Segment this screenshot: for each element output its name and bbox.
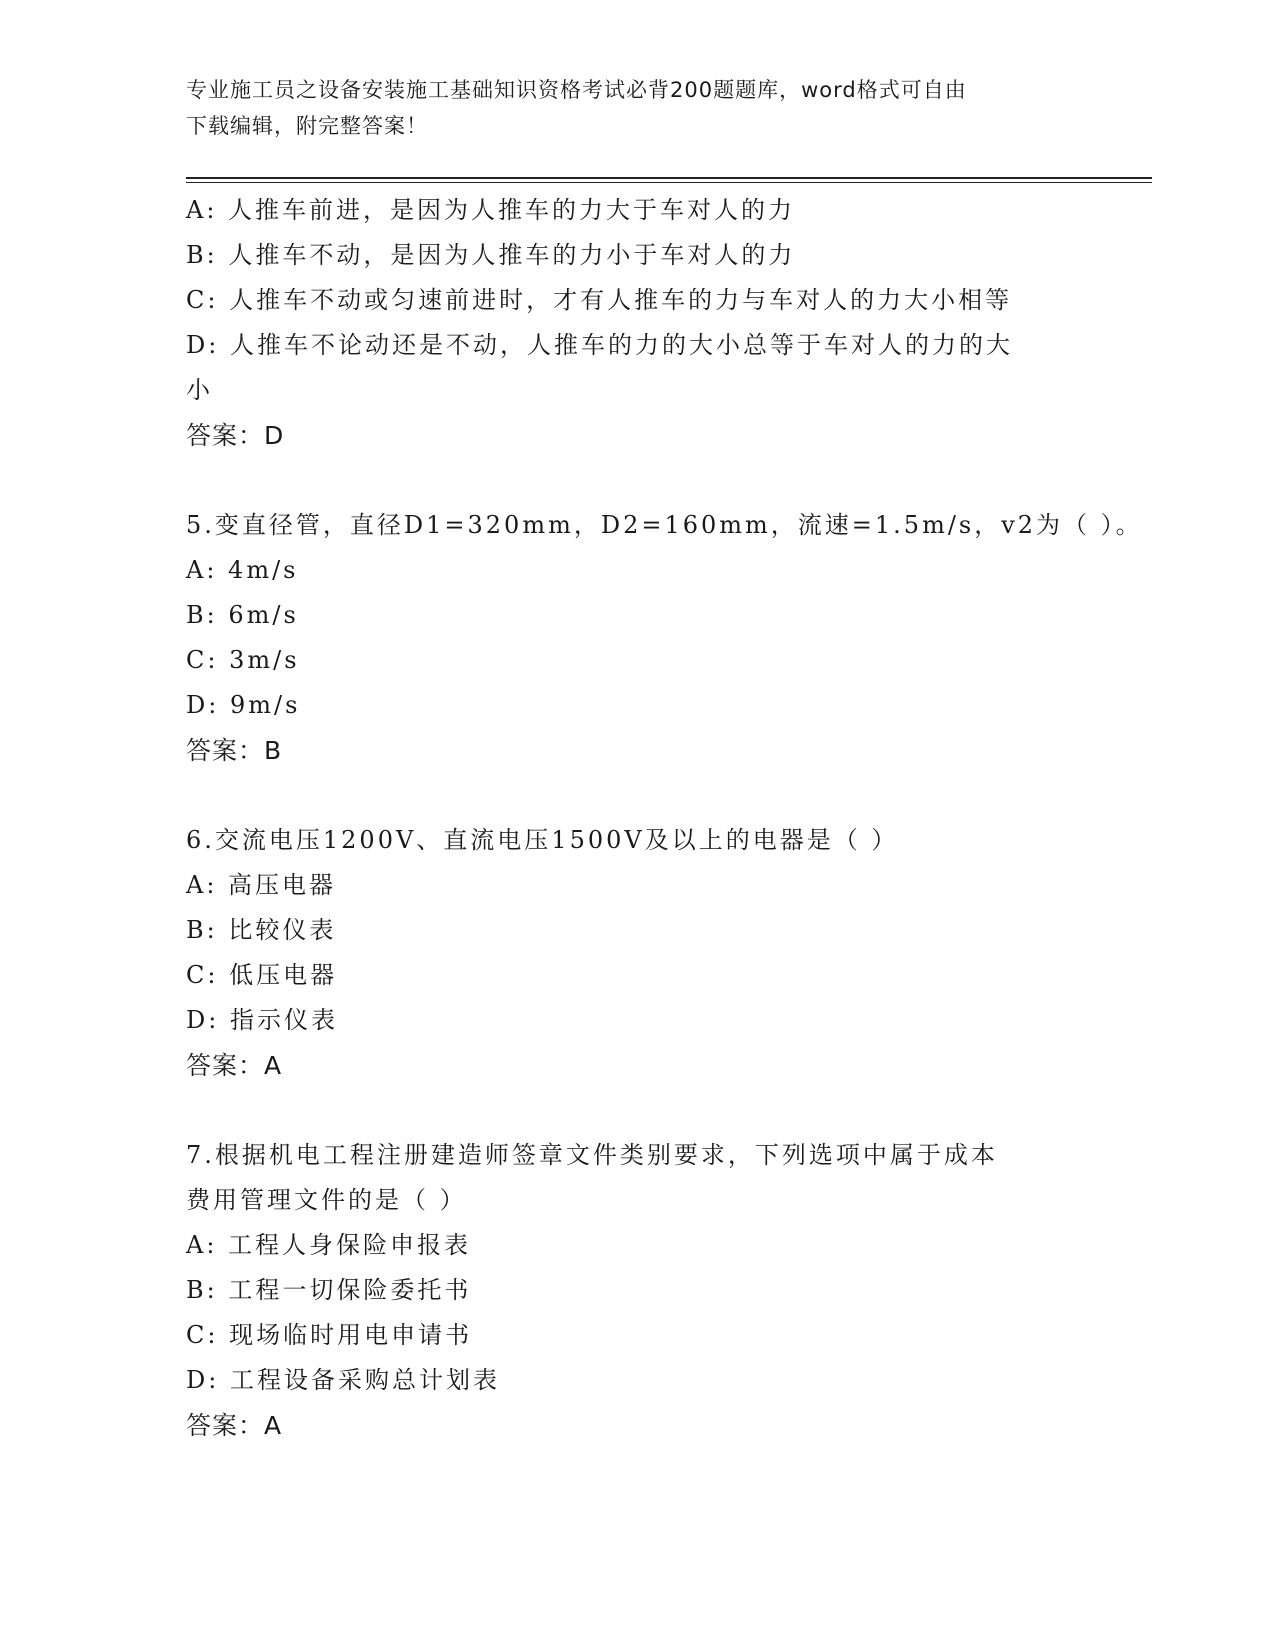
option-c: C: 人推车不动或匀速前进时，才有人推车的力与车对人的力大小相等 (186, 286, 1013, 314)
document-header (186, 72, 1086, 144)
option-c: C: 现场临时用电申请书 (186, 1321, 473, 1349)
question-block-4 (186, 188, 1086, 458)
option-d: D: 工程设备采购总计划表 (186, 1366, 500, 1394)
option-a: A: 4m/s (186, 556, 299, 584)
question-block-6 (186, 818, 1086, 1088)
question-text: 5.变直径管，直径D1=320mm，D2=160mm，流速=1.5m/s，v2为（ ）。 (186, 511, 1143, 539)
option-b: B: 工程一切保险委托书 (186, 1276, 472, 1304)
option-b: B: 人推车不动，是因为人推车的力小于车对人的力 (186, 241, 796, 269)
question-text: 6.交流电压1200V、直流电压1500V及以上的电器是（ ） (186, 826, 899, 854)
answer: 答案：A (186, 1051, 283, 1080)
option-c: C: 3m/s (186, 646, 300, 674)
question-block-5 (186, 503, 1143, 773)
question-block-7 (186, 1133, 1086, 1448)
header-line-2: 下载编辑，附完整答案！ (186, 114, 428, 138)
question-text: 7.根据机电工程注册建造师签章文件类别要求，下列选项中属于成本 (186, 1141, 998, 1169)
option-b: B: 比较仪表 (186, 916, 337, 944)
header-line-1: 专业施工员之设备安装施工基础知识资格考试必背200题题库，word格式可自由 (186, 78, 967, 102)
answer: 答案：B (186, 736, 283, 765)
header-rule-thick (186, 177, 1152, 179)
option-c: C: 低压电器 (186, 961, 338, 989)
option-d-continued: 小 (186, 376, 213, 404)
question-list (186, 188, 1143, 1448)
option-a: A: 工程人身保险申报表 (186, 1231, 472, 1259)
option-d: D: 指示仪表 (186, 1006, 338, 1034)
option-b: B: 6m/s (186, 601, 299, 629)
option-d: D: 人推车不论动还是不动，人推车的力的大小总等于车对人的力的大 (186, 331, 1013, 359)
option-a: A: 高压电器 (186, 871, 337, 899)
answer: 答案：D (186, 421, 285, 450)
option-d: D: 9m/s (186, 691, 301, 719)
spacer (186, 773, 1086, 818)
spacer (186, 1088, 1086, 1133)
question-text-continued: 费用管理文件的是（ ） (186, 1186, 467, 1214)
answer: 答案：A (186, 1411, 283, 1440)
header-rule-thin (186, 182, 1152, 183)
option-a: A: 人推车前进，是因为人推车的力大于车对人的力 (186, 196, 796, 224)
spacer (186, 458, 1086, 503)
